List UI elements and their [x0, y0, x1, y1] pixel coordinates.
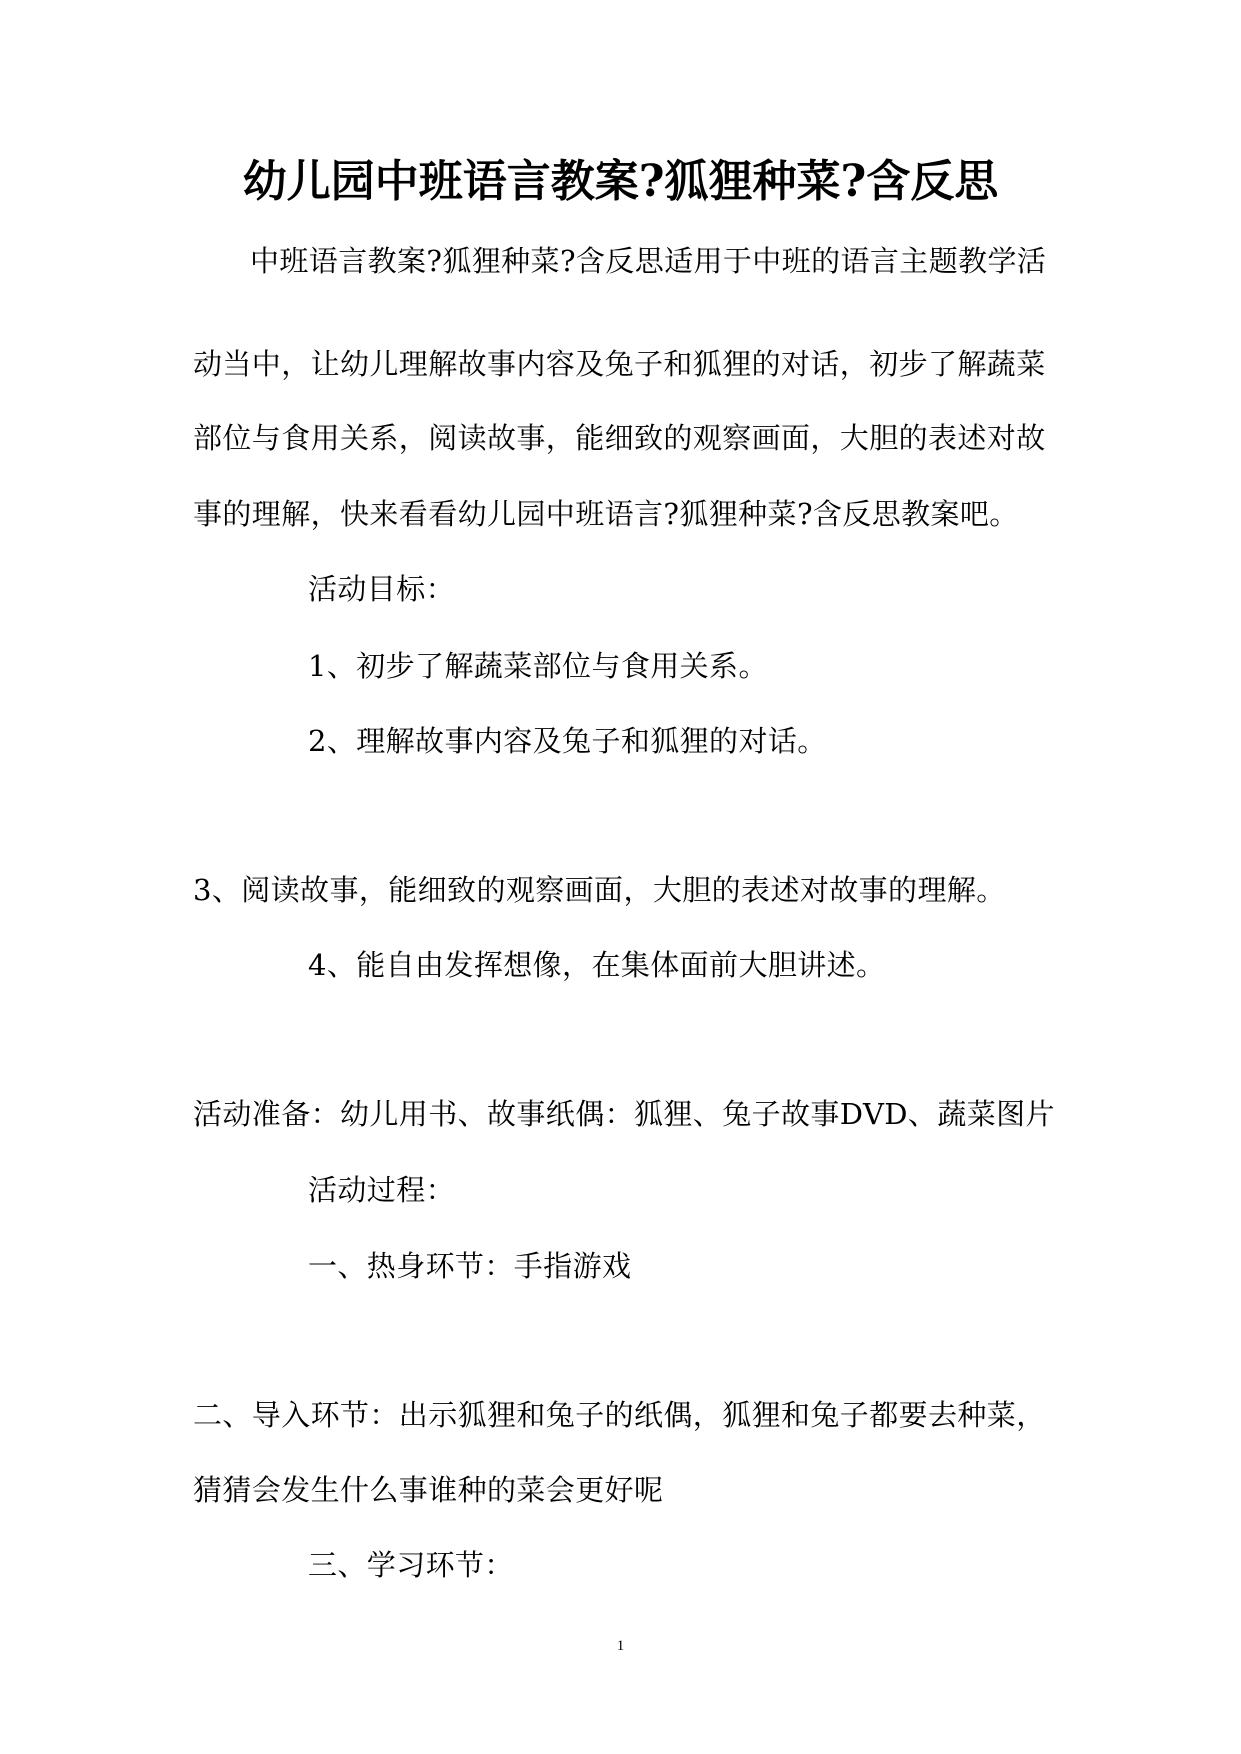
page-number: 1: [616, 1638, 625, 1654]
goals-heading: 活动目标：: [308, 572, 456, 606]
step-2-line-1: 二、导入环节：出示狐狸和兔子的纸偶，狐狸和兔子都要去种菜，: [193, 1398, 1046, 1432]
goal-item-1: 1、初步了解蔬菜部位与食用关系。: [308, 649, 768, 683]
step-2-line-2: 猜猜会发生什么事谁种的菜会更好呢: [193, 1473, 664, 1507]
document-title: 幼儿园中班语言教案?狐狸种菜?含反思: [242, 156, 999, 207]
preparation-text: 活动准备：幼儿用书、故事纸偶：狐狸、兔子故事DVD、蔬菜图片: [193, 1097, 1055, 1131]
goal-item-2: 2、理解故事内容及兔子和狐狸的对话。: [308, 724, 827, 758]
intro-line-3: 部位与食用关系，阅读故事，能细致的观察画面，大胆的表述对故: [193, 421, 1046, 455]
step-1: 一、热身环节：手指游戏: [308, 1249, 632, 1283]
step-3: 三、学习环节：: [308, 1548, 514, 1582]
process-heading: 活动过程：: [308, 1173, 456, 1207]
goal-item-4: 4、能自由发挥想像，在集体面前大胆讲述。: [308, 948, 886, 982]
intro-line-2: 动当中，让幼儿理解故事内容及兔子和狐狸的对话，初步了解蔬菜: [193, 347, 1046, 381]
intro-line-1: 中班语言教案?狐狸种菜?含反思适用于中班的语言主题教学活: [250, 244, 1047, 278]
goal-item-3: 3、阅读故事，能细致的观察画面，大胆的表述对故事的理解。: [193, 873, 1006, 907]
intro-line-4: 事的理解，快来看看幼儿园中班语言?狐狸种菜?含反思教案吧。: [193, 497, 1019, 531]
